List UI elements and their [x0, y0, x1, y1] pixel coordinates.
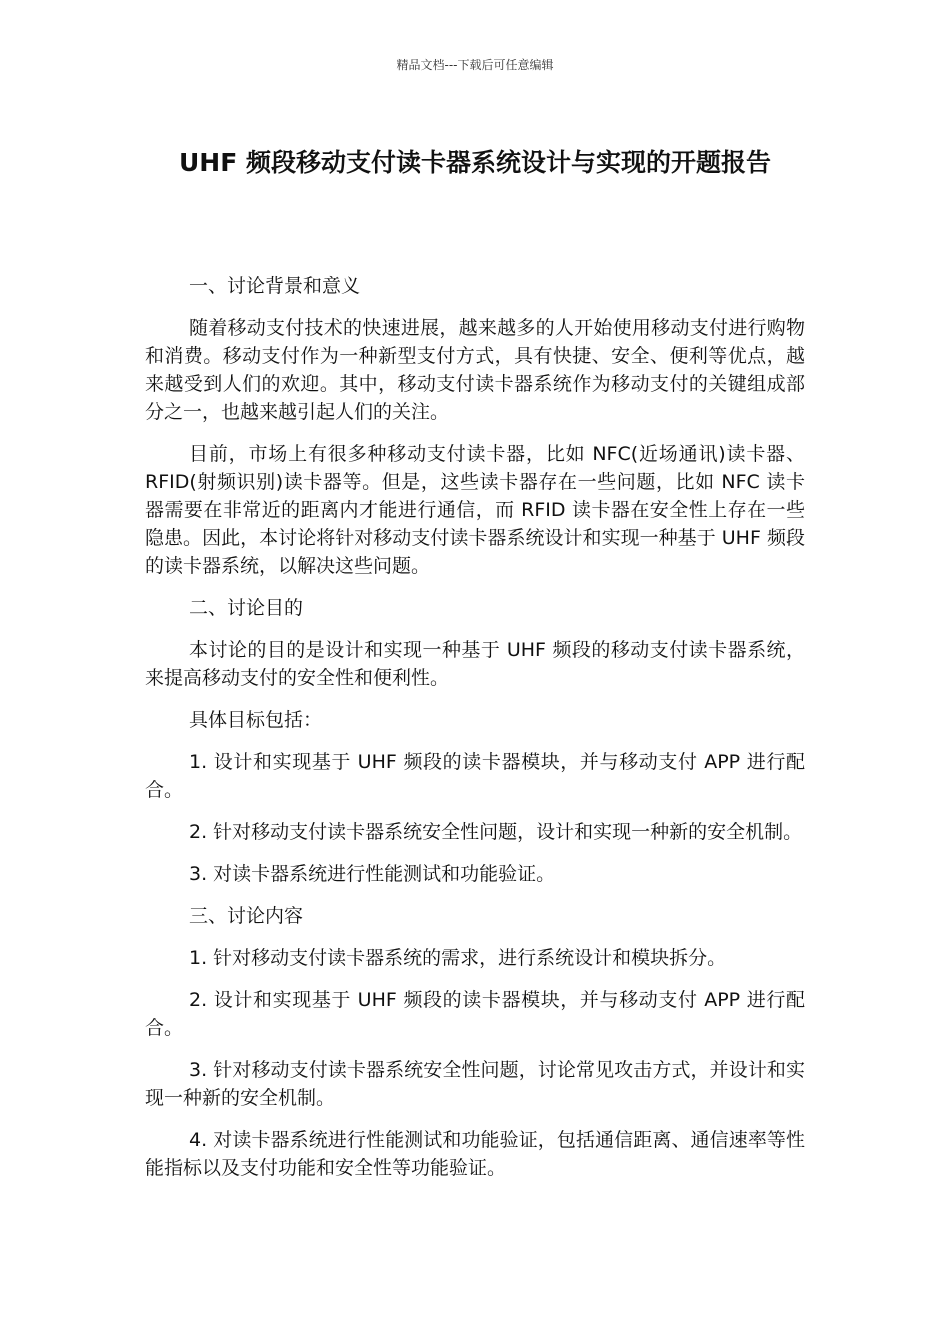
page-header: 精品文档---下载后可任意编辑 [396, 58, 554, 72]
list-item: 2. 设计和实现基于 UHF 频段的读卡器模块，并与移动支付 APP 进行配合。 [145, 989, 805, 1039]
document-title: UHF 频段移动支付读卡器系统设计与实现的开题报告 [178, 148, 771, 177]
paragraph: 本讨论的目的是设计和实现一种基于 UHF 频段的移动支付读卡器系统，来提高移动支付的安全性和便利性。 [145, 639, 805, 689]
list-item: 2. 针对移动支付读卡器系统安全性问题，设计和实现一种新的安全机制。 [189, 821, 803, 843]
list-item: 3. 针对移动支付读卡器系统安全性问题，讨论常见攻击方式，并设计和实现一种新的安全机制。 [145, 1059, 805, 1109]
document-body [145, 272, 805, 1196]
list-item: 1. 针对移动支付读卡器系统的需求，进行系统设计和模块拆分。 [189, 947, 727, 969]
paragraph: 具体目标包括： [189, 709, 323, 731]
section-heading-content: 三、讨论内容 [189, 905, 304, 927]
list-item: 3. 对读卡器系统进行性能测试和功能验证。 [189, 863, 556, 885]
paragraph: 目前，市场上有很多种移动支付读卡器，比如 NFC(近场通讯)读卡器、RFID(射频识别)读卡器等。但是，这些读卡器存在一些问题，比如 NFC 读卡器需要在非常近的距离内才能进行通信，而 RFID 读卡器在安全性上存在一些隐患。因此，本讨论将针对移动支付读卡器系统设计和实现一种基于 UHF 频段的读卡器系统，以解决这些问题。 [145, 443, 805, 577]
paragraph: 随着移动支付技术的快速进展，越来越多的人开始使用移动支付进行购物和消费。移动支付作为一种新型支付方式，具有快捷、安全、便利等优点，越来越受到人们的欢迎。其中，移动支付读卡器系统作为移动支付的关键组成部分之一，也越来越引起人们的关注。 [145, 317, 805, 423]
list-item: 4. 对读卡器系统进行性能测试和功能验证，包括通信距离、通信速率等性能指标以及支付功能和安全性等功能验证。 [145, 1129, 805, 1179]
list-item: 1. 设计和实现基于 UHF 频段的读卡器模块，并与移动支付 APP 进行配合。 [145, 751, 805, 801]
section-heading-background: 一、讨论背景和意义 [189, 275, 361, 297]
section-heading-purpose: 二、讨论目的 [189, 597, 304, 619]
